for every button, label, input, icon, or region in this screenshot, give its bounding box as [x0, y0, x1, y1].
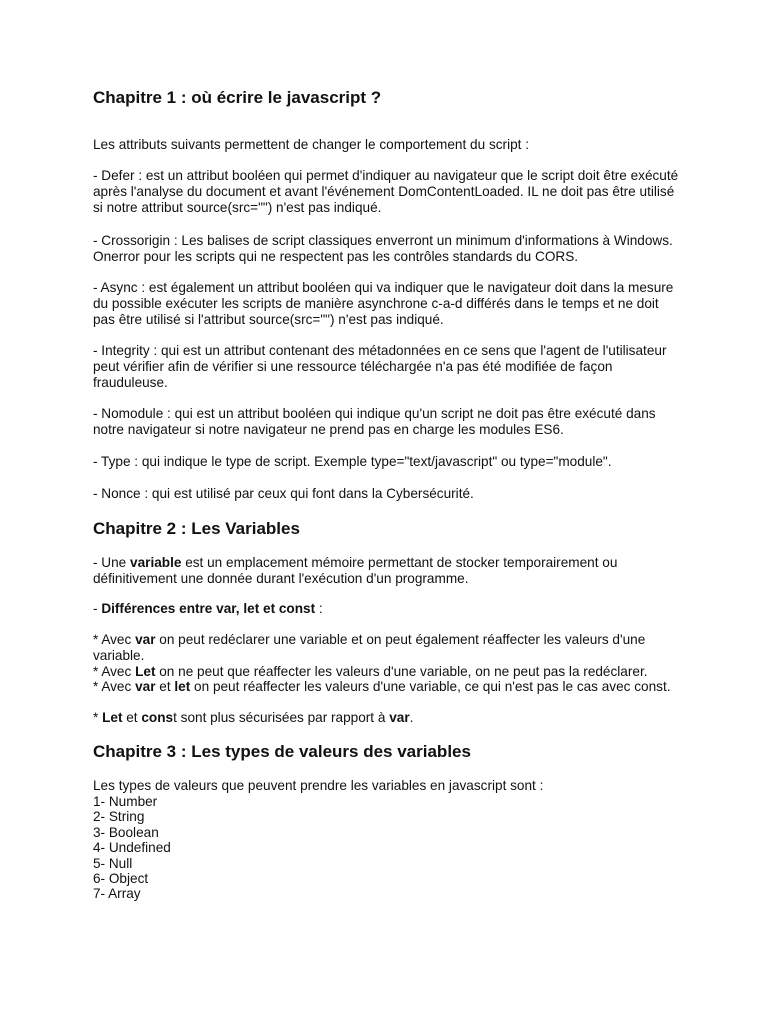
attr-nonce: - Nonce : qui est utilisé par ceux qui font dans la Cybersécurité. — [93, 486, 474, 501]
bullet-secure-kw3: var — [389, 710, 410, 725]
bullet-var-let-and: et — [155, 679, 175, 694]
bullet-var-kw: var — [135, 632, 156, 647]
attr-integrity: - Integrity : qui est un attribut contenant des métadonnées en ce sens que l'agent de l'utilisateur peut vérifier afin de vérifier si une ressource téléchargée n'a pas été modifiée de façon frauduleuse. — [93, 343, 667, 390]
value-types-list — [93, 794, 393, 902]
bullet-secure — [93, 710, 683, 726]
chapter-1-title: Chapitre 1 : où écrire le javascript ? — [93, 88, 382, 107]
list-item: 2- String — [93, 809, 145, 825]
bullet-secure-and: et — [122, 710, 142, 725]
attr-nomodule: - Nomodule : qui est un attribut booléen qui indique qu'un script ne doit pas être exécuté dans notre navigateur si notre navigateur ne prend pas en charge les modules ES6. — [93, 406, 656, 437]
bullet-var-a: * Avec — [93, 632, 136, 647]
differences-title: Différences entre var, let et const — [101, 601, 316, 616]
chapter-3-intro: Les types de valeurs que peuvent prendre les variables en javascript sont : — [93, 778, 544, 793]
bullet-var-let-text: on peut réaffecter les valeurs d'une variable, ce qui n'est pas le cas avec const. — [190, 679, 671, 694]
variable-definition — [93, 555, 663, 587]
bullet-var-let — [93, 679, 679, 695]
list-item: 3- Boolean — [93, 824, 159, 840]
variable-definition-term: variable — [130, 555, 182, 570]
list-item: 6- Object — [93, 871, 149, 887]
bullet-var-text: on peut redéclarer une variable et on peut également réaffecter les valeurs d'une variable. — [93, 632, 646, 663]
chapter-3-title: Chapitre 3 : Les types de valeurs des variables — [93, 742, 471, 761]
bullet-var-let-a: * Avec — [93, 679, 136, 694]
variable-definition-text: est un emplacement mémoire permettant de stocker temporairement ou définitivement une donnée durant l'exécution d'un programme. — [93, 555, 618, 586]
bullet-let — [93, 664, 693, 680]
attr-type: - Type : qui indique le type de script. Exemple type="text/javascript" ou type="module". — [93, 454, 612, 469]
bullet-var-let-kw1: var — [135, 679, 156, 694]
attr-crossorigin: - Crossorigin : Les balises de script classiques enverront un minimum d'informations à Windows. Onerror pour les scripts qui ne respectent pas les contrôles standards du CORS. — [93, 233, 673, 264]
bullet-let-text: on ne peut que réaffecter les valeurs d'une variable, on ne peut pas la redéclarer. — [155, 664, 648, 679]
differences-prefix: - — [93, 601, 102, 616]
bullet-let-kw: Let — [135, 664, 156, 679]
bullet-let-a: * Avec — [93, 664, 136, 679]
list-item: 7- Array — [93, 886, 141, 902]
bullet-var-let-kw2: let — [174, 679, 191, 694]
list-item: 5- Null — [93, 855, 133, 871]
attr-defer: - Defer : est un attribut booléen qui permet d'indiquer au navigateur que le script doit être exécuté après l'analyse du document et avant l'événement DomContentLoaded. IL ne doit pas être utilisé si notre attribut source(src="") n'est pas indiqué. — [93, 168, 679, 215]
bullet-secure-kw1: Let — [102, 710, 123, 725]
list-item: 4- Undefined — [93, 840, 171, 856]
bullet-secure-kw2: cons — [141, 710, 174, 725]
chapter-2-title: Chapitre 2 : Les Variables — [93, 519, 300, 538]
bullet-secure-text: t sont plus sécurisées par rapport à — [173, 710, 390, 725]
bullet-var — [93, 632, 679, 664]
differences-suffix: : — [315, 601, 323, 616]
differences-heading — [93, 601, 683, 617]
bullet-secure-a: * — [93, 710, 103, 725]
variable-definition-prefix: - Une — [93, 555, 131, 570]
attr-async: - Async : est également un attribut booléen qui va indiquer que le navigateur doit dans la mesure du possible exécuter les scripts de manière asynchrone c-a-d différés dans le temps et ne doit pas être utilisé si l'attribut source(src="") n'est pas indiqué. — [93, 280, 674, 327]
list-item: 1- Number — [93, 794, 158, 809]
chapter-1-intro: Les attributs suivants permettent de changer le comportement du script : — [93, 137, 529, 152]
bullet-secure-end: . — [409, 710, 414, 725]
